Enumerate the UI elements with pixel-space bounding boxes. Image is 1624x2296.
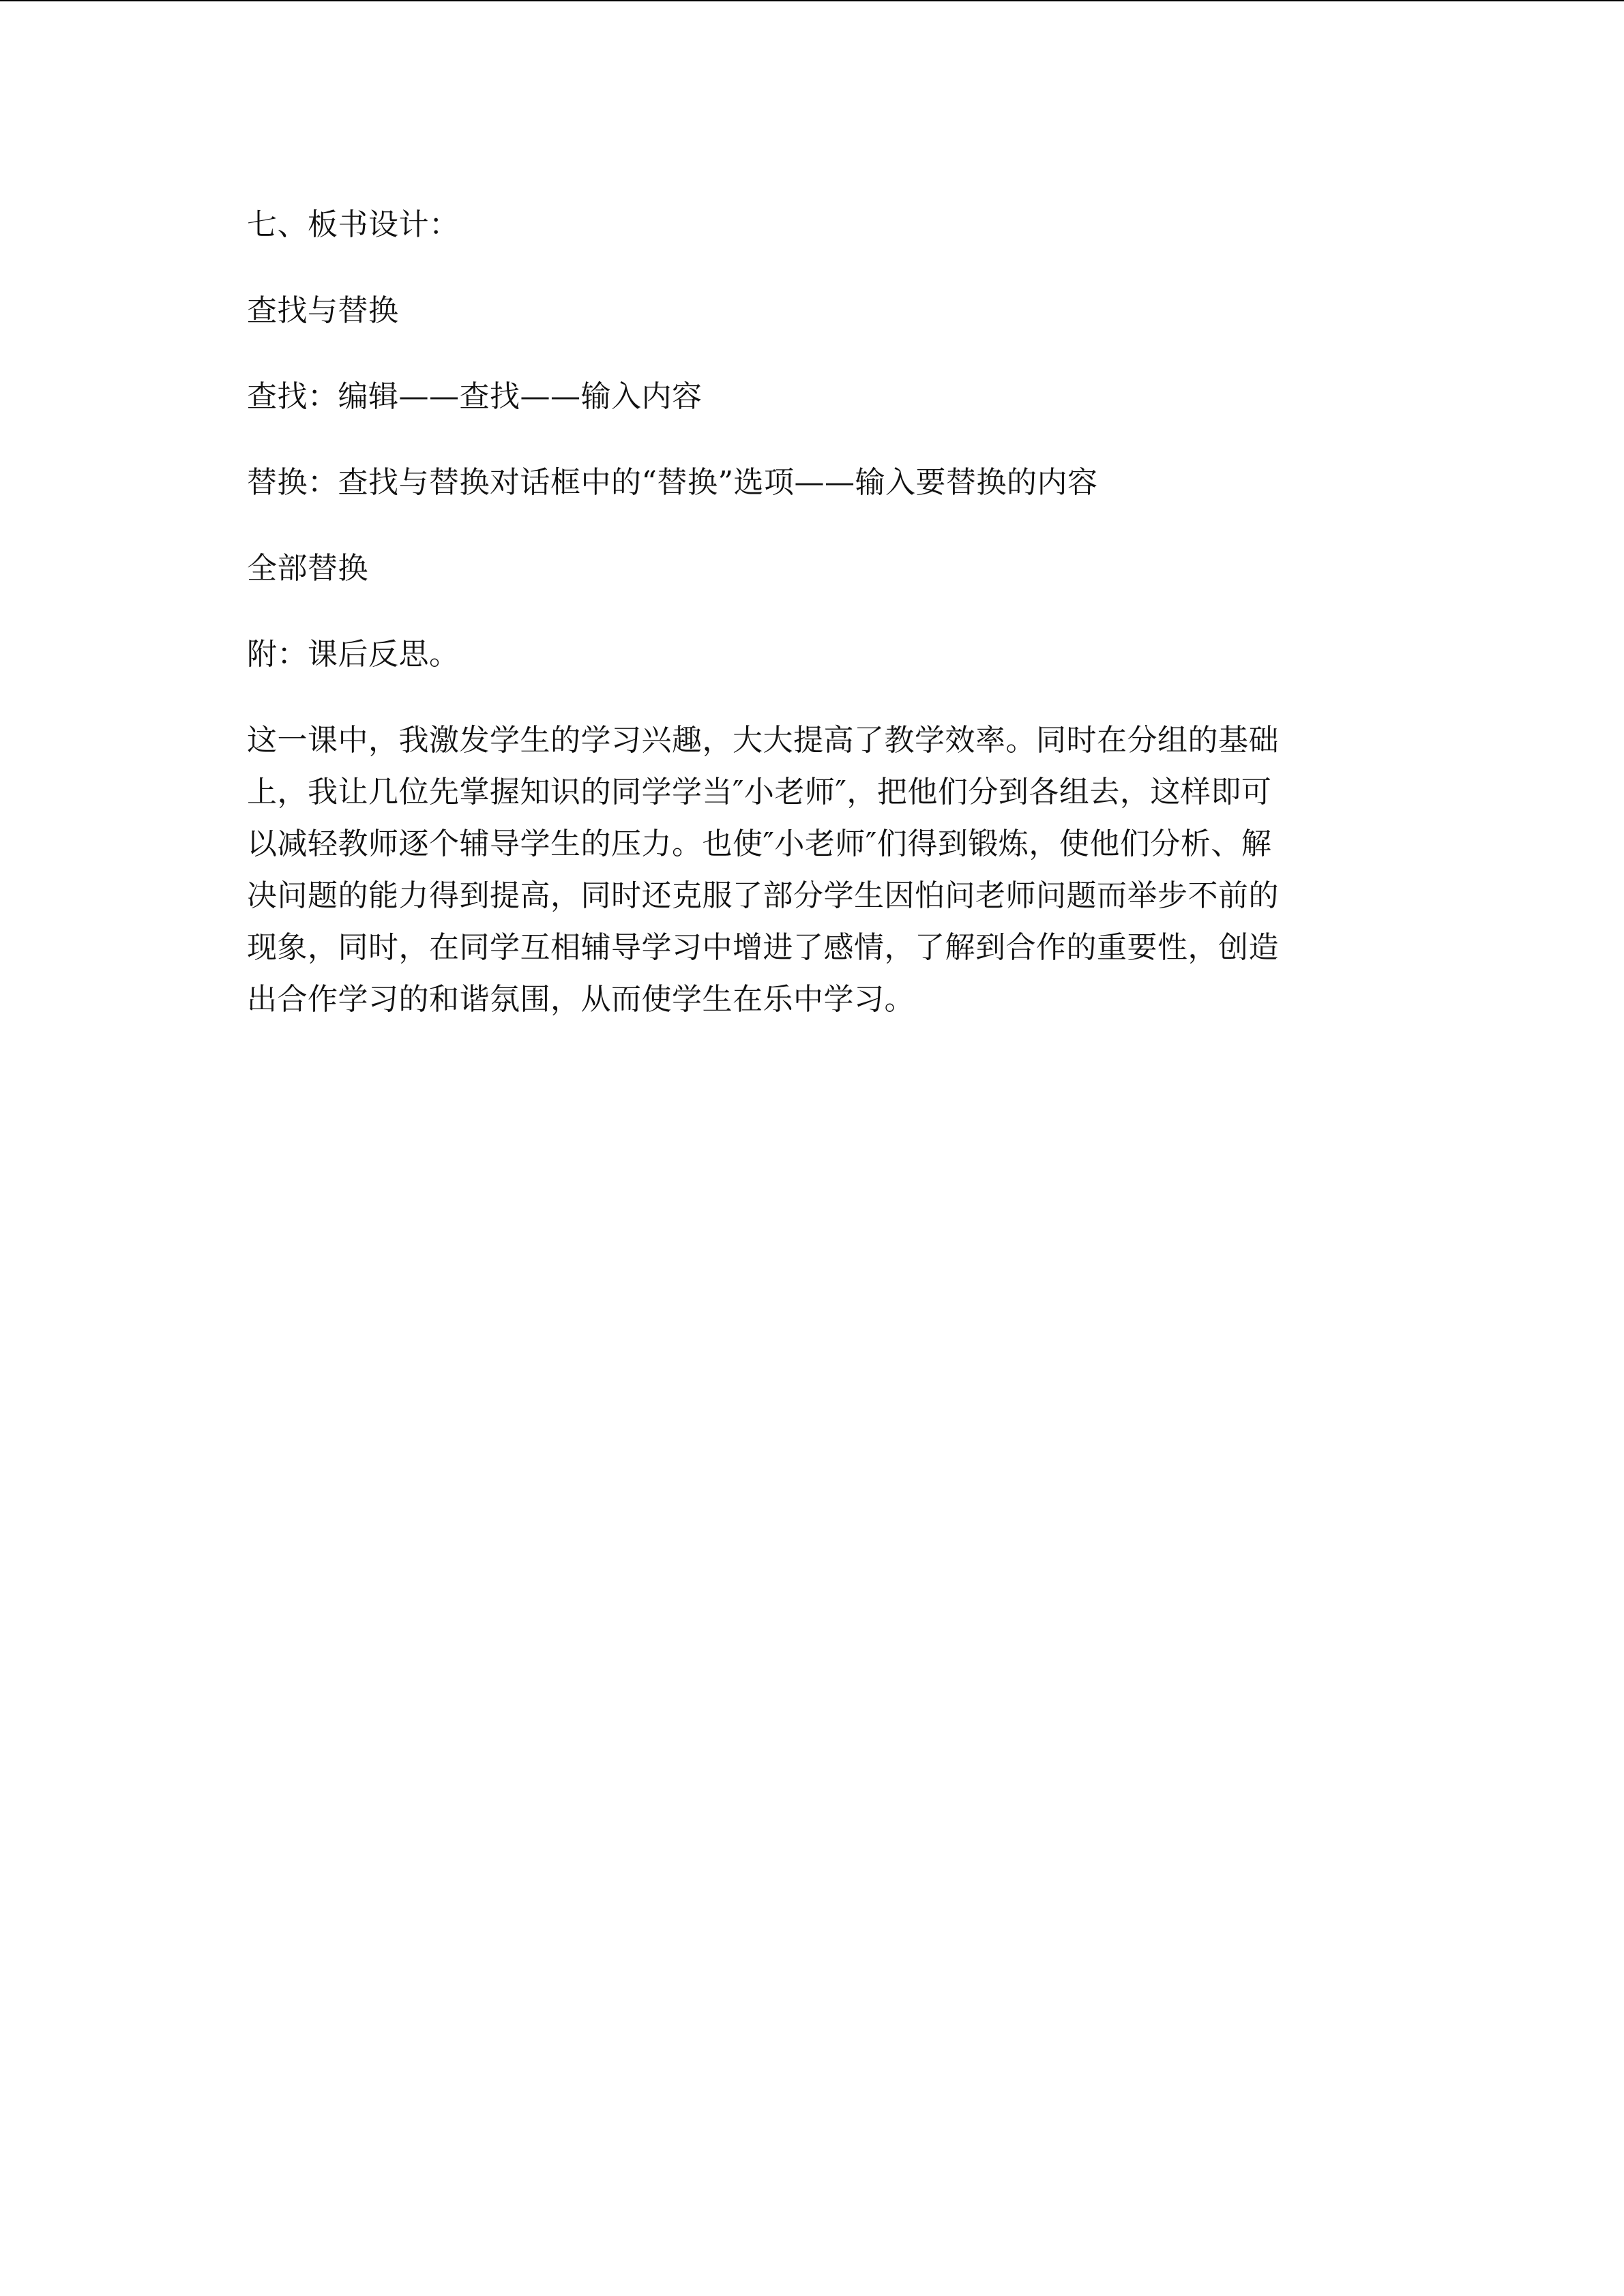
replace-all-text: 全部替换 <box>247 551 368 586</box>
replace-steps: 替换：查找与替换对话框中的“替换”选项——输入要替换的内容 <box>247 465 1098 500</box>
reflection-line: 上，我让几位先掌握知识的同学学当″小老师″，把他们分到各组去，这样即可 <box>247 775 1272 809</box>
board-title: 查找与替换 <box>247 293 399 328</box>
reflection-line: 现象，同时，在同学互相辅导学习中增进了感情，了解到合作的重要性，创造 <box>247 930 1279 965</box>
reflection-line: 出合作学习的和谐氛围，从而使学生在乐中学习。 <box>247 982 915 1017</box>
appendix-heading: 附：课后反思。 <box>247 637 460 672</box>
reflection-line: 以减轻教师逐个辅导学生的压力。也使″小老师″们得到锻炼，使他们分析、解 <box>247 826 1272 861</box>
find-steps: 查找：编辑——查找——输入内容 <box>247 379 703 414</box>
reflection-paragraph <box>247 715 1365 1026</box>
reflection-line: 决问题的能力得到提高，同时还克服了部分学生因怕问老师问题而举步不前的 <box>247 878 1279 913</box>
section-heading: 七、板书设计： <box>247 207 460 242</box>
document-body <box>247 199 1365 1026</box>
reflection-line: 这一课中，我激发学生的学习兴趣，大大提高了教学效率。同时在分组的基础 <box>247 723 1279 758</box>
